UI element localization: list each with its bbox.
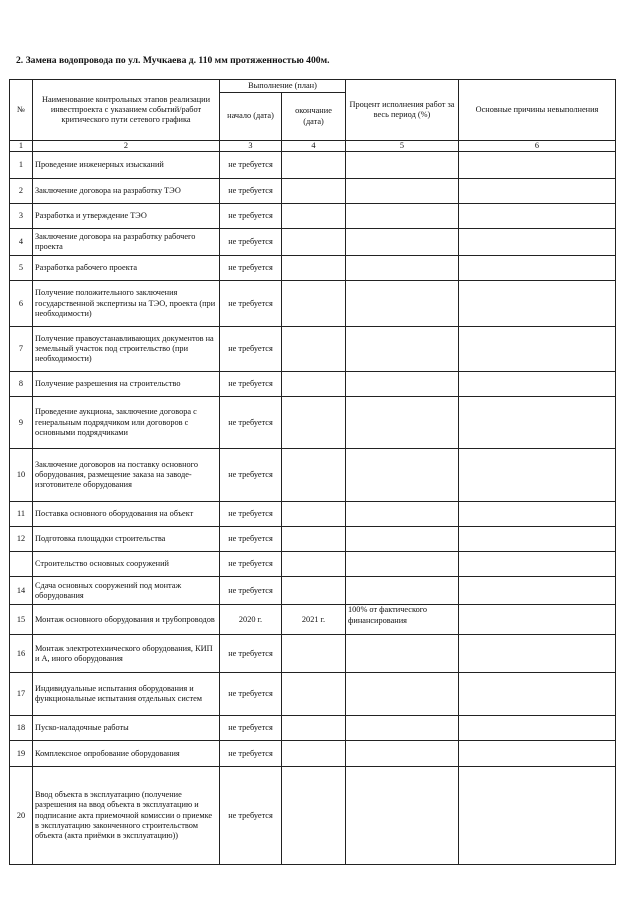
row-number: 9 bbox=[10, 397, 33, 449]
column-number: 1 bbox=[10, 141, 33, 152]
percent-complete bbox=[346, 327, 459, 372]
percent-complete bbox=[346, 397, 459, 449]
failure-reasons bbox=[459, 741, 616, 767]
percent-complete bbox=[346, 204, 459, 229]
column-number: 2 bbox=[33, 141, 220, 152]
row-number: 3 bbox=[10, 204, 33, 229]
percent-complete bbox=[346, 767, 459, 865]
control-stages-table bbox=[9, 79, 616, 865]
percent-complete bbox=[346, 741, 459, 767]
percent-complete bbox=[346, 527, 459, 552]
stage-name: Комплексное опробование оборудования bbox=[33, 741, 220, 767]
stage-name: Получение разрешения на строительство bbox=[33, 372, 220, 397]
percent-complete bbox=[346, 502, 459, 527]
failure-reasons bbox=[459, 527, 616, 552]
failure-reasons bbox=[459, 716, 616, 741]
end-date bbox=[282, 204, 346, 229]
start-date: не требуется bbox=[220, 552, 282, 577]
column-number: 6 bbox=[459, 141, 616, 152]
row-number: 18 bbox=[10, 716, 33, 741]
end-date bbox=[282, 577, 346, 605]
end-date: 2021 г. bbox=[282, 605, 346, 635]
end-date bbox=[282, 372, 346, 397]
start-date: 2020 г. bbox=[220, 605, 282, 635]
row-number: 8 bbox=[10, 372, 33, 397]
stage-name: Заключение договора на разработку ТЭО bbox=[33, 179, 220, 204]
failure-reasons bbox=[459, 152, 616, 179]
start-date: не требуется bbox=[220, 673, 282, 716]
stage-name: Сдача основных сооружений под монтаж оборудования bbox=[33, 577, 220, 605]
column-number: 5 bbox=[346, 141, 459, 152]
end-date bbox=[282, 179, 346, 204]
failure-reasons bbox=[459, 577, 616, 605]
end-date bbox=[282, 502, 346, 527]
start-date: не требуется bbox=[220, 635, 282, 673]
failure-reasons bbox=[459, 605, 616, 635]
document-title: 2. Замена водопровода по ул. Мучкаева д. 110 мм протяженностью 400м. bbox=[16, 55, 330, 66]
percent-complete bbox=[346, 152, 459, 179]
percent-complete bbox=[346, 552, 459, 577]
failure-reasons bbox=[459, 179, 616, 204]
stage-name: Ввод объекта в эксплуатацию (получение разрешения на ввод объекта в эксплуатацию и подписание акта приемочной комиссии о приемке в эксплуатацию законченного строительством объекта (акта приёмки в эксплуатацию)) bbox=[33, 767, 220, 865]
table-row bbox=[10, 397, 616, 449]
start-date: не требуется bbox=[220, 327, 282, 372]
stage-name: Монтаж основного оборудования и трубопроводов bbox=[33, 605, 220, 635]
stage-name: Получение правоустанавливающих документов на земельный участок под строительство (при необходимости) bbox=[33, 327, 220, 372]
end-date bbox=[282, 281, 346, 327]
percent-complete bbox=[346, 716, 459, 741]
row-number: 20 bbox=[10, 767, 33, 865]
start-date: не требуется bbox=[220, 527, 282, 552]
end-date bbox=[282, 256, 346, 281]
end-date bbox=[282, 527, 346, 552]
table-row bbox=[10, 281, 616, 327]
failure-reasons bbox=[459, 552, 616, 577]
stage-name: Пуско-наладочные работы bbox=[33, 716, 220, 741]
failure-reasons bbox=[459, 397, 616, 449]
start-date: не требуется bbox=[220, 179, 282, 204]
table-row bbox=[10, 716, 616, 741]
stage-name: Монтаж электротехнического оборудования, КИП и А, иного оборудования bbox=[33, 635, 220, 673]
stage-name: Заключение договора на разработку рабочего проекта bbox=[33, 229, 220, 256]
percent-complete bbox=[346, 229, 459, 256]
end-date bbox=[282, 716, 346, 741]
end-date bbox=[282, 152, 346, 179]
percent-complete bbox=[346, 372, 459, 397]
row-number: 10 bbox=[10, 449, 33, 502]
start-date: не требуется bbox=[220, 204, 282, 229]
stage-name: Заключение договоров на поставку основного оборудования, размещение заказа на заводе-изготовителе оборудования bbox=[33, 449, 220, 502]
row-number: 16 bbox=[10, 635, 33, 673]
table-row bbox=[10, 605, 616, 635]
header-end-date: окончание (дата) bbox=[282, 93, 346, 141]
stage-name: Поставка основного оборудования на объект bbox=[33, 502, 220, 527]
header-percent: Процент исполнения работ за весь период (%) bbox=[346, 80, 459, 141]
row-number: 4 bbox=[10, 229, 33, 256]
end-date bbox=[282, 327, 346, 372]
stage-name: Индивидуальные испытания оборудования и функциональные испытания отдельных систем bbox=[33, 673, 220, 716]
start-date: не требуется bbox=[220, 741, 282, 767]
row-number: 11 bbox=[10, 502, 33, 527]
end-date bbox=[282, 635, 346, 673]
start-date: не требуется bbox=[220, 229, 282, 256]
table-row bbox=[10, 229, 616, 256]
percent-complete bbox=[346, 281, 459, 327]
start-date: не требуется bbox=[220, 577, 282, 605]
stage-name: Разработка рабочего проекта bbox=[33, 256, 220, 281]
table-row bbox=[10, 577, 616, 605]
failure-reasons bbox=[459, 281, 616, 327]
start-date: не требуется bbox=[220, 256, 282, 281]
table-row bbox=[10, 673, 616, 716]
end-date bbox=[282, 552, 346, 577]
header-execution-plan: Выполнение (план) bbox=[220, 80, 346, 93]
header-num: № bbox=[10, 80, 33, 141]
row-number: 19 bbox=[10, 741, 33, 767]
header-start-date: начало (дата) bbox=[220, 93, 282, 141]
row-number: 14 bbox=[10, 577, 33, 605]
stage-name: Проведение аукциона, заключение договора с генеральным подрядчиком или договоров с основными подрядчиками bbox=[33, 397, 220, 449]
failure-reasons bbox=[459, 229, 616, 256]
table-row bbox=[10, 552, 616, 577]
table-row bbox=[10, 204, 616, 229]
row-number: 6 bbox=[10, 281, 33, 327]
column-number: 4 bbox=[282, 141, 346, 152]
end-date bbox=[282, 229, 346, 256]
table-row bbox=[10, 327, 616, 372]
failure-reasons bbox=[459, 372, 616, 397]
stage-name: Получение положительного заключения государственной экспертизы на ТЭО, проекта (при необходимости) bbox=[33, 281, 220, 327]
table-row bbox=[10, 256, 616, 281]
failure-reasons bbox=[459, 204, 616, 229]
header-stage-name: Наименование контрольных этапов реализации инвестпроекта с указанием событий/работ критического пути сетевого графика bbox=[33, 80, 220, 141]
failure-reasons bbox=[459, 256, 616, 281]
row-number: 12 bbox=[10, 527, 33, 552]
failure-reasons bbox=[459, 767, 616, 865]
start-date: не требуется bbox=[220, 502, 282, 527]
start-date: не требуется bbox=[220, 152, 282, 179]
table-row bbox=[10, 767, 616, 865]
row-number: 2 bbox=[10, 179, 33, 204]
stage-name: Проведение инженерных изысканий bbox=[33, 152, 220, 179]
column-number-row bbox=[10, 141, 616, 152]
stage-name: Строительство основных сооружений bbox=[33, 552, 220, 577]
failure-reasons bbox=[459, 673, 616, 716]
failure-reasons bbox=[459, 502, 616, 527]
row-number: 5 bbox=[10, 256, 33, 281]
failure-reasons bbox=[459, 635, 616, 673]
end-date bbox=[282, 767, 346, 865]
start-date: не требуется bbox=[220, 716, 282, 741]
start-date: не требуется bbox=[220, 397, 282, 449]
failure-reasons bbox=[459, 327, 616, 372]
table-row bbox=[10, 502, 616, 527]
row-number: 15 bbox=[10, 605, 33, 635]
row-number bbox=[10, 552, 33, 577]
percent-complete bbox=[346, 179, 459, 204]
percent-complete bbox=[346, 449, 459, 502]
start-date: не требуется bbox=[220, 281, 282, 327]
table-row bbox=[10, 152, 616, 179]
header-reasons: Основные причины невыполнения bbox=[459, 80, 616, 141]
failure-reasons bbox=[459, 449, 616, 502]
percent-complete bbox=[346, 635, 459, 673]
table-row bbox=[10, 741, 616, 767]
percent-complete bbox=[346, 256, 459, 281]
table-row bbox=[10, 635, 616, 673]
end-date bbox=[282, 397, 346, 449]
column-number: 3 bbox=[220, 141, 282, 152]
row-number: 7 bbox=[10, 327, 33, 372]
end-date bbox=[282, 449, 346, 502]
row-number: 17 bbox=[10, 673, 33, 716]
table-row bbox=[10, 527, 616, 552]
percent-complete: 100% от фактического финансирования bbox=[346, 605, 459, 635]
percent-complete bbox=[346, 673, 459, 716]
start-date: не требуется bbox=[220, 767, 282, 865]
stage-name: Разработка и утверждение ТЭО bbox=[33, 204, 220, 229]
end-date bbox=[282, 673, 346, 716]
percent-complete bbox=[346, 577, 459, 605]
row-number: 1 bbox=[10, 152, 33, 179]
table-row bbox=[10, 449, 616, 502]
end-date bbox=[282, 741, 346, 767]
start-date: не требуется bbox=[220, 372, 282, 397]
start-date: не требуется bbox=[220, 449, 282, 502]
table-row bbox=[10, 372, 616, 397]
stage-name: Подготовка площадки строительства bbox=[33, 527, 220, 552]
table-row bbox=[10, 179, 616, 204]
